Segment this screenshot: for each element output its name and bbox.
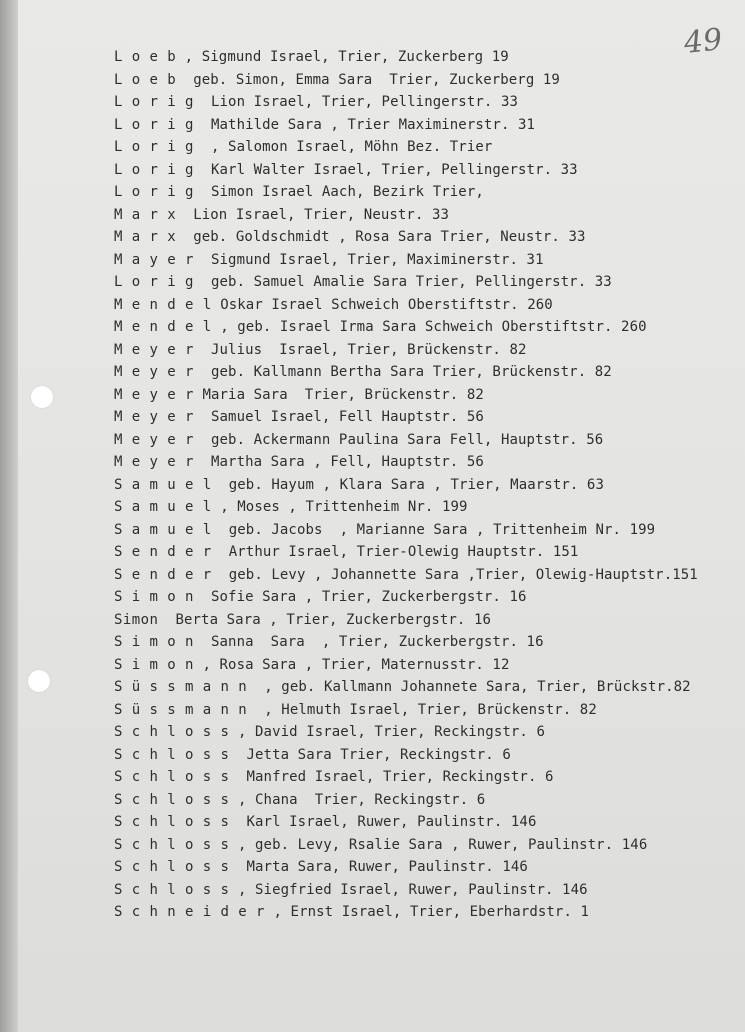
entry-surname: S c h n e i d e r [114,904,265,920]
entry-surname: S i m o n [114,589,194,605]
entry-surname: S c h l o s s [114,836,230,853]
entry-surname: M e y e r [114,364,194,380]
entry-details: Lion Israel, Trier, Neustr. 33 [176,206,450,223]
entry-surname: M a r x [114,206,177,223]
entry-details: Sofie Sara , Trier, Zuckerbergstr. 16 [193,589,527,605]
entry-details: geb. Hayum , Klara Sara , Trier, Maarstr. 63 [211,476,604,493]
list-entry [114,811,744,834]
list-entry [114,496,744,519]
list-entry [114,226,744,249]
list-entry [114,519,744,542]
entry-surname: S a m u e l [114,476,212,493]
entry-surname: S c h l o s s [114,769,230,785]
list-entry [114,46,744,69]
entry-details: , David Israel, Trier, Reckingstr. 6 [229,724,545,740]
entry-details: Berta Sara , Trier, Zuckerbergstr. 16 [158,611,492,628]
list-entry [114,114,744,137]
list-entry [114,654,744,677]
list-entry [114,249,744,272]
list-entry [114,361,744,384]
list-entry [114,879,744,902]
punch-hole [31,386,53,408]
entry-surname: S e n d e r [114,566,212,583]
entry-details: , Helmuth Israel, Trier, Brückenstr. 82 [247,701,597,718]
list-entry [114,91,744,114]
entry-details: , geb. Israel Irma Sara Schweich Oberstiftstr. 260 [211,319,647,335]
list-entry [114,901,744,924]
list-entry [114,631,744,654]
entry-details: Sigmund Israel, Trier, Maximinerstr. 31 [193,251,544,268]
list-entry [114,384,744,407]
entry-surname: L o r i g [114,94,194,110]
entry-surname: L o e b [114,71,177,88]
entry-surname: M e y e r [114,386,194,403]
entry-surname: S c h l o s s [114,881,230,898]
list-entry [114,136,744,159]
entry-surname: M e y e r [114,454,194,470]
entry-details: geb. Ackermann Paulina Sara Fell, Hauptstr. 56 [193,431,604,448]
entry-details: geb. Samuel Amalie Sara Trier, Pellingerstr. 33 [193,274,612,290]
list-entry [114,181,744,204]
entry-surname: M a r x [114,229,177,245]
entry-surname: S a m u e l [114,521,212,538]
list-entry [114,766,744,789]
entry-details: Julius Israel, Trier, Brückenstr. 82 [193,341,527,358]
entry-details: Samuel Israel, Fell Hauptstr. 56 [193,409,484,425]
entry-surname: Simon [114,611,159,628]
entry-details: , Rosa Sara , Trier, Maternusstr. 12 [193,656,510,673]
entry-details: geb. Kallmann Bertha Sara Trier, Brückenstr. 82 [193,364,612,380]
punch-hole [28,670,50,692]
entry-surname: M e n d e l [114,319,212,335]
entry-details: , geb. Kallmann Johannete Sara, Trier, Brückstr.82 [247,679,691,695]
entry-surname: L o r i g [114,161,194,178]
entry-surname: S e n d e r [114,544,212,560]
entry-details: , Siegfried Israel, Ruwer, Paulinstr. 146 [229,881,588,898]
entry-details: Maria Sara Trier, Brückenstr. 82 [193,386,484,403]
list-entry [114,474,744,497]
entry-details: geb. Simon, Emma Sara Trier, Zuckerberg 19 [176,71,560,88]
entry-surname: M e y e r [114,431,194,448]
entry-details: , geb. Levy, Rsalie Sara , Ruwer, Paulinstr. 146 [229,836,648,853]
entry-surname: S ü s s m a n n [114,679,248,695]
entry-surname: S c h l o s s [114,859,230,875]
entry-details: Arthur Israel, Trier-Olewig Hauptstr. 151 [211,544,579,560]
entry-surname: S i m o n [114,656,194,673]
entry-details: , Sigmund Israel, Trier, Zuckerberg 19 [176,49,509,65]
list-entry [114,744,744,767]
list-entry [114,294,744,317]
entry-details: Manfred Israel, Trier, Reckingstr. 6 [229,769,554,785]
list-entry [114,856,744,879]
list-entry [114,429,744,452]
list-entry [114,339,744,362]
entry-details: , Moses , Trittenheim Nr. 199 [211,499,468,515]
entry-surname: M a y e r [114,251,194,268]
entry-details: Lion Israel, Trier, Pellingerstr. 33 [193,94,519,110]
list-entry [114,699,744,722]
entry-surname: L o r i g [114,274,194,290]
entry-details: Sanna Sara , Trier, Zuckerbergstr. 16 [193,634,544,650]
list-entry [114,564,744,587]
handwritten-page-number: 49 [682,22,724,61]
entry-surname: M e y e r [114,409,194,425]
entry-details: Jetta Sara Trier, Reckingstr. 6 [229,746,511,763]
entry-details: , Salomon Israel, Möhn Bez. Trier [193,139,493,155]
entry-surname: S a m u e l [114,499,212,515]
entry-surname: L o r i g [114,184,194,200]
entry-surname: L o r i g [114,139,194,155]
list-entry [114,789,744,812]
entry-details: , Chana Trier, Reckingstr. 6 [229,791,486,808]
entry-surname: L o e b [114,49,177,65]
entry-surname: S i m o n [114,634,194,650]
list-entry [114,271,744,294]
entry-details: geb. Goldschmidt , Rosa Sara Trier, Neustr. 33 [176,229,586,245]
list-entry [114,159,744,182]
entry-details: Oskar Israel Schweich Oberstiftstr. 260 [211,296,553,313]
entry-details: geb. Jacobs , Marianne Sara , Trittenheim Nr. 199 [211,521,656,538]
entry-details: , Ernst Israel, Trier, Eberhardstr. 1 [264,904,590,920]
entry-surname: L o r i g [114,116,194,133]
entry-surname: S c h l o s s [114,791,230,808]
entry-surname: M e y e r [114,341,194,358]
list-entry [114,609,744,632]
entry-surname: S c h l o s s [114,724,230,740]
entry-details: geb. Levy , Johannette Sara ,Trier, Olewig-Hauptstr.151 [211,566,698,583]
name-list [114,46,744,924]
entry-surname: M e n d e l [114,296,212,313]
entry-surname: S c h l o s s [114,814,230,830]
list-entry [114,204,744,227]
list-entry [114,834,744,857]
entry-surname: S ü s s m a n n [114,701,248,718]
entry-details: Martha Sara , Fell, Hauptstr. 56 [193,454,484,470]
entry-details: Mathilde Sara , Trier Maximinerstr. 31 [193,116,536,133]
list-entry [114,316,744,339]
entry-surname: S c h l o s s [114,746,230,763]
scan-edge-shadow [0,0,18,1032]
entry-details: Marta Sara, Ruwer, Paulinstr. 146 [229,859,528,875]
list-entry [114,451,744,474]
entry-details: Simon Israel Aach, Bezirk Trier, [193,184,484,200]
list-entry [114,406,744,429]
list-entry [114,676,744,699]
entry-details: Karl Israel, Ruwer, Paulinstr. 146 [229,814,537,830]
list-entry [114,69,744,92]
entry-details: Karl Walter Israel, Trier, Pellingerstr. 33 [193,161,578,178]
list-entry [114,721,744,744]
list-entry [114,541,744,564]
list-entry [114,586,744,609]
